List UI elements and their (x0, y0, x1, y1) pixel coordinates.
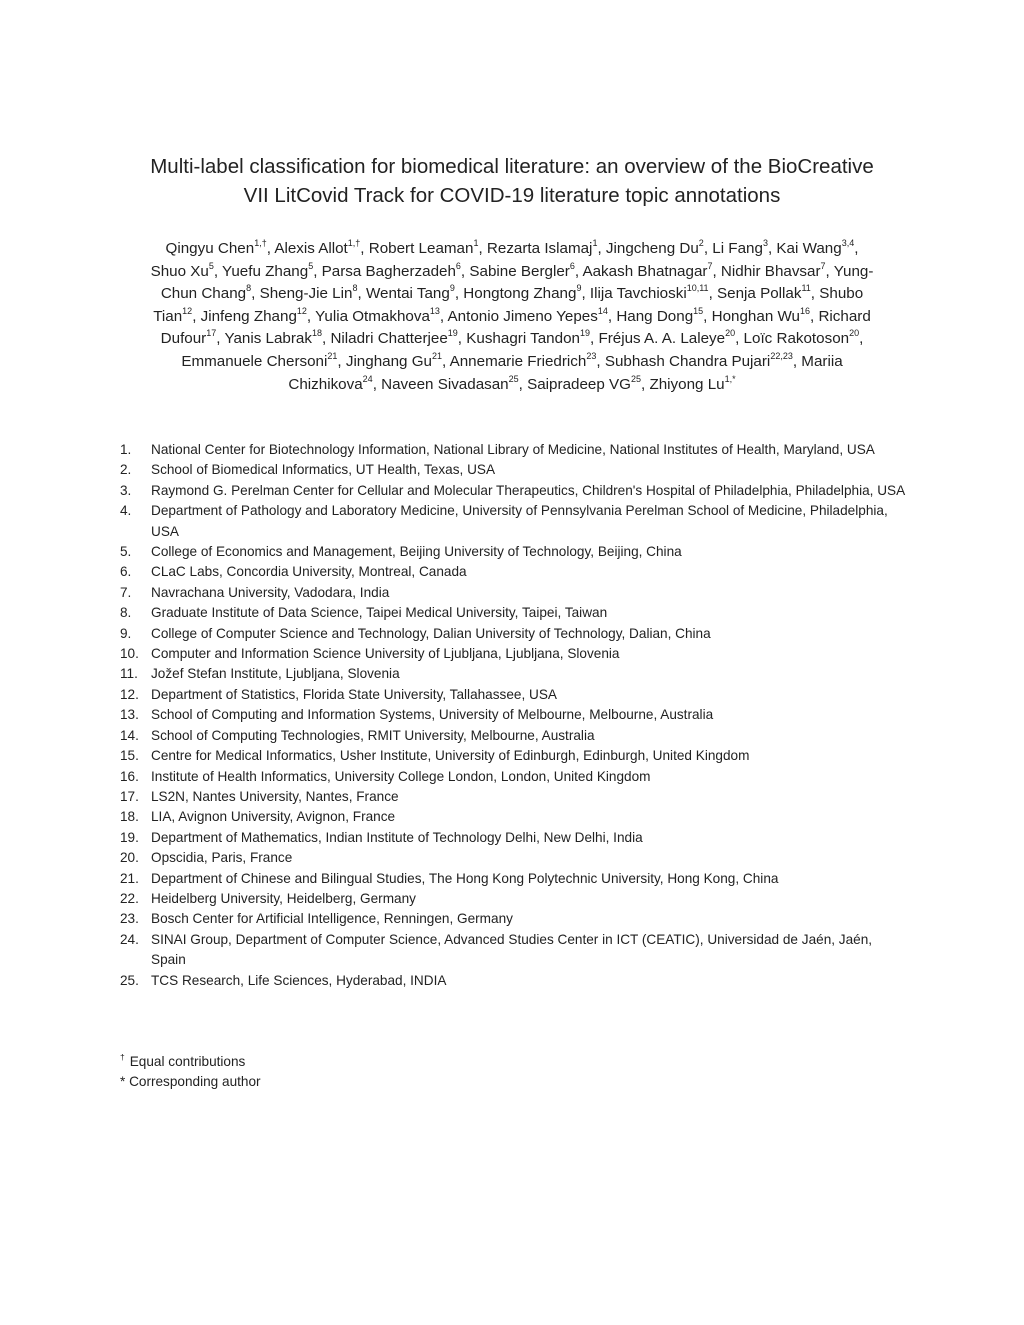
author-affiliation-marker: 11 (801, 283, 811, 294)
author-affiliation-marker: 2 (698, 237, 704, 248)
author-name: Parsa Bagherzadeh (321, 262, 456, 280)
author-separator: , (703, 307, 712, 325)
author-separator: , (574, 262, 583, 280)
affiliation-text: Opscidia, Paris, France (151, 850, 293, 866)
author-separator: , (266, 240, 275, 257)
author-name: Subhash Chandra Pujari (604, 352, 771, 370)
author-affiliation-marker: 25 (508, 373, 519, 384)
author-affiliation-marker: 8 (246, 283, 252, 294)
author-affiliation-marker: 3 (762, 237, 768, 248)
author-name: Qingyu Chen (165, 240, 255, 257)
affiliation-text: National Center for Biotechnology Information, National Library of Medicine, National Institutes of Health, Maryland, USA (151, 442, 875, 457)
author-name: Chizhikova (288, 375, 363, 393)
author-name: Jinfeng Zhang (200, 307, 297, 325)
author-affiliation-marker: 18 (311, 328, 322, 339)
affiliation-text: Department of Pathology and Laboratory Medicine, University of Pennsylvania Perelman School of Medicine, Philadelphia, USA (151, 503, 888, 539)
paper-title (100, 152, 924, 210)
author-affiliation-marker: 19 (447, 328, 458, 339)
author-separator: , (478, 240, 487, 257)
affiliation-item (120, 440, 910, 460)
affiliation-number: 24. (120, 931, 139, 947)
author-separator: , (767, 240, 777, 257)
affiliation-text: Jožef Stefan Institute, Ljubljana, Slovenia (151, 666, 400, 682)
affiliation-item (120, 787, 910, 807)
author-separator: , (518, 375, 528, 393)
affiliation-number: 20. (120, 850, 139, 866)
author-name: Zhiyong Lu (649, 375, 725, 393)
author-separator: , (251, 285, 260, 303)
author-name: Kushagri Tandon (466, 330, 580, 348)
author-line (112, 238, 912, 261)
author-list (112, 238, 912, 396)
affiliation-item (120, 909, 910, 929)
author-line (112, 283, 912, 306)
affiliation-number: 3. (120, 482, 132, 498)
affiliation-item (120, 726, 910, 746)
author-separator: , (454, 285, 464, 303)
corresponding-author-note: * Corresponding author (120, 1074, 261, 1090)
affiliation-number: 14. (120, 727, 139, 743)
author-name: Yanis Labrak (224, 330, 312, 348)
affiliation-text: Navrachana University, Vadodara, India (151, 584, 390, 600)
author-separator: , (372, 375, 382, 393)
affiliation-item (120, 930, 910, 971)
author-name: Yulia Otmakhova (315, 307, 430, 325)
author-name: Honghan Wu (711, 307, 800, 325)
author-affiliation-marker: 7 (820, 260, 826, 271)
affiliation-item (120, 583, 910, 603)
author-name: Yung- (833, 262, 874, 280)
author-affiliation-marker: 9 (449, 283, 455, 294)
author-affiliation-marker: 19 (579, 328, 590, 339)
author-name: Robert Leaman (368, 240, 474, 257)
affiliation-number: 13. (120, 707, 139, 723)
affiliation-item (120, 664, 910, 684)
author-name: Annemarie Friedrich (449, 352, 587, 370)
affiliation-item (120, 767, 910, 787)
affiliation-number: 21. (120, 870, 139, 886)
affiliation-item (120, 460, 910, 480)
author-name: Richard (818, 307, 871, 325)
author-affiliation-marker: 8 (352, 283, 358, 294)
author-separator: , (810, 307, 819, 325)
affiliation-item (120, 746, 910, 766)
author-separator: , (825, 262, 834, 280)
author-separator: , (306, 307, 316, 325)
affiliation-text: Institute of Health Informatics, University College London, London, United Kingdom (151, 768, 651, 784)
author-line (112, 306, 912, 329)
author-name: Rezarta Islamaj (486, 240, 593, 257)
author-name: Shuo Xu (150, 262, 209, 280)
author-separator: , (597, 240, 606, 257)
author-separator: , (640, 375, 650, 393)
affiliation-item (120, 624, 910, 644)
affiliation-text: Raymond G. Perelman Center for Cellular and Molecular Therapeutics, Children's Hospital of Philadelphia, Philadelphia, USA (151, 482, 906, 498)
author-separator: , (460, 262, 470, 280)
author-affiliation-marker: 21 (431, 350, 442, 361)
author-name: Hang Dong (616, 307, 694, 325)
affiliation-item (120, 889, 910, 909)
affiliation-number: 4. (120, 503, 132, 519)
author-separator: , (712, 262, 721, 280)
author-affiliation-marker: 5 (308, 260, 314, 271)
dagger-symbol: † (120, 1052, 125, 1063)
author-separator: , (596, 352, 605, 370)
affiliation-number: 9. (120, 625, 132, 641)
author-affiliation-marker: 23 (586, 350, 597, 361)
author-affiliation-marker: 17 (206, 328, 217, 339)
author-line (112, 374, 912, 397)
affiliation-text: Centre for Medical Informatics, Usher Institute, University of Edinburgh, Edinburgh, United Kingdom (151, 748, 750, 764)
affiliation-item (120, 705, 910, 725)
author-affiliation-marker: 25 (630, 373, 641, 384)
affiliation-number: 19. (120, 829, 139, 845)
author-name: Senja Pollak (717, 285, 802, 303)
equal-contribution-note (120, 1052, 261, 1072)
author-name: Dufour (160, 330, 207, 348)
author-separator: , (589, 330, 599, 348)
affiliation-number: 12. (120, 686, 139, 702)
author-name: Alexis Allot (274, 240, 348, 257)
author-affiliation-marker: 13 (429, 305, 440, 316)
author-name: Jingcheng Du (605, 240, 699, 257)
author-separator: , (337, 352, 346, 370)
author-affiliation-marker: 24 (362, 373, 373, 384)
author-affiliation-marker: 3,4 (841, 237, 855, 248)
author-name: Ilija Tavchioski (589, 285, 687, 303)
paper-title-line-2: VII LitCovid Track for COVID-19 literature topic annotations (243, 184, 781, 207)
affiliation-text: CLaC Labs, Concordia University, Montreal, Canada (151, 564, 467, 580)
affiliation-text: LIA, Avignon University, Avignon, France (151, 809, 396, 825)
author-affiliation-marker: 1,† (347, 237, 361, 248)
author-separator: , (607, 307, 617, 325)
affiliation-text: School of Biomedical Informatics, UT Health, Texas, USA (151, 462, 496, 478)
affiliation-text: Department of Mathematics, Indian Institute of Technology Delhi, New Delhi, India (151, 829, 643, 845)
affiliation-number: 15. (120, 748, 139, 764)
author-name: Jinghang Gu (345, 352, 432, 370)
affiliation-text: School of Computing and Information Systems, University of Melbourne, Melbourne, Australia (151, 707, 714, 723)
author-name: Wentai Tang (365, 285, 450, 303)
author-affiliation-marker: 5 (208, 260, 214, 271)
affiliation-number: 22. (120, 890, 139, 906)
affiliation-text: TCS Research, Life Sciences, Hyderabad, INDIA (151, 972, 447, 988)
author-separator: , (792, 352, 802, 370)
affiliation-text: LS2N, Nantes University, Nantes, France (151, 788, 399, 804)
affiliation-number: 5. (120, 544, 132, 560)
affiliation-number: 16. (120, 768, 139, 784)
author-affiliation-marker: 1,* (724, 373, 736, 384)
author-separator: , (442, 352, 450, 370)
author-separator: , (859, 330, 864, 348)
affiliation-item (120, 501, 910, 542)
author-line (112, 328, 912, 351)
author-name: Nidhir Bhavsar (720, 262, 821, 280)
author-separator: , (313, 262, 322, 280)
author-name: Sheng-Jie Lin (259, 285, 353, 303)
affiliation-text: College of Economics and Management, Beijing University of Technology, Beijing, China (151, 544, 682, 560)
author-name: Li Fang (712, 240, 763, 257)
author-separator: , (581, 285, 590, 303)
affiliation-number: 18. (120, 809, 139, 825)
author-affiliation-marker: 12 (182, 305, 193, 316)
affiliation-item (120, 807, 910, 827)
footnotes (120, 1052, 261, 1093)
author-name: Tian (153, 307, 183, 325)
equal-contribution-text: Equal contributions (129, 1054, 246, 1069)
author-affiliation-marker: 1,† (254, 237, 267, 248)
author-name: Mariia (801, 352, 843, 370)
author-separator: , (854, 240, 859, 257)
author-name: Kai Wang (776, 240, 842, 257)
author-name: Antonio Jimeno Yepes (447, 307, 598, 325)
author-name: Shubo (819, 285, 864, 303)
author-affiliation-marker: 10,11 (686, 283, 709, 294)
author-name: Saipradeep VG (527, 375, 631, 393)
author-affiliation-marker: 1 (592, 237, 598, 248)
author-separator: , (321, 330, 331, 348)
affiliation-number: 6. (120, 564, 132, 580)
author-separator: , (439, 307, 448, 325)
affiliation-number: 7. (120, 584, 132, 600)
author-name: Niladri Chatterjee (330, 330, 448, 348)
author-name: Naveen Sivadasan (381, 375, 509, 393)
author-affiliation-marker: 22,23 (770, 350, 793, 361)
affiliation-text: Graduate Institute of Data Science, Taipei Medical University, Taipei, Taiwan (151, 605, 608, 621)
author-affiliation-marker: 14 (597, 305, 608, 316)
author-separator: , (457, 330, 467, 348)
author-name: Loïc Rakotoson (743, 330, 850, 348)
author-affiliation-marker: 6 (455, 260, 461, 271)
author-separator: , (708, 285, 718, 303)
author-line (112, 351, 912, 374)
author-name: Aakash Bhatnagar (582, 262, 708, 280)
author-name: Emmanuele Chersoni (181, 352, 328, 370)
author-affiliation-marker: 6 (569, 260, 575, 271)
author-line (112, 261, 912, 284)
affiliation-number: 17. (120, 788, 139, 804)
author-name: Hongtong Zhang (463, 285, 577, 303)
affiliation-item (120, 848, 910, 868)
author-name: Chun Chang (160, 285, 247, 303)
author-affiliation-marker: 20 (725, 328, 736, 339)
author-affiliation-marker: 20 (849, 328, 860, 339)
author-affiliation-marker: 21 (327, 350, 338, 361)
affiliation-list (120, 440, 910, 991)
affiliation-item (120, 644, 910, 664)
author-affiliation-marker: 12 (296, 305, 307, 316)
affiliation-item (120, 481, 910, 501)
affiliation-item (120, 828, 910, 848)
affiliation-text: School of Computing Technologies, RMIT University, Melbourne, Australia (151, 727, 595, 743)
affiliation-text: SINAI Group, Department of Computer Science, Advanced Studies Center in ICT (CEATIC), Universidad de Jaén, Jaén, Spain (151, 931, 873, 968)
author-affiliation-marker: 16 (800, 305, 811, 316)
author-affiliation-marker: 7 (707, 260, 713, 271)
affiliation-item (120, 869, 910, 889)
author-separator: , (192, 307, 201, 325)
author-separator: , (357, 285, 366, 303)
author-separator: , (703, 240, 713, 257)
author-name: Sabine Bergler (469, 262, 570, 280)
author-separator: , (360, 240, 369, 257)
author-separator: , (810, 285, 820, 303)
affiliation-text: Heidelberg University, Heidelberg, Germany (151, 890, 416, 906)
author-affiliation-marker: 1 (473, 237, 479, 248)
paper-title-line-1: Multi-label classification for biomedical literature: an overview of the BioCreative (150, 155, 874, 178)
affiliation-text: Department of Statistics, Florida State University, Tallahassee, USA (151, 686, 557, 702)
affiliation-item (120, 542, 910, 562)
author-separator: , (735, 330, 744, 348)
affiliation-item (120, 562, 910, 582)
author-affiliation-marker: 15 (693, 305, 704, 316)
author-name: Yuefu Zhang (222, 262, 309, 280)
author-separator: , (216, 330, 225, 348)
affiliation-number: 11. (120, 666, 138, 682)
affiliation-number: 23. (120, 911, 139, 927)
affiliation-item (120, 971, 910, 991)
affiliation-number: 25. (120, 972, 139, 988)
author-name: Fréjus A. A. Laleye (598, 330, 726, 348)
affiliation-number: 1. (120, 442, 132, 457)
affiliation-item (120, 603, 910, 623)
author-separator: , (213, 262, 223, 280)
affiliation-text: Department of Chinese and Bilingual Studies, The Hong Kong Polytechnic University, Hong Kong, China (151, 870, 779, 886)
affiliation-number: 10. (120, 646, 139, 662)
affiliation-text: Computer and Information Science University of Ljubljana, Ljubljana, Slovenia (151, 646, 620, 662)
affiliation-text: Bosch Center for Artificial Intelligence, Renningen, Germany (151, 911, 513, 927)
affiliation-number: 2. (120, 462, 132, 478)
author-affiliation-marker: 9 (576, 283, 582, 294)
affiliation-number: 8. (120, 605, 132, 621)
affiliation-item (120, 685, 910, 705)
affiliation-text: College of Computer Science and Technology, Dalian University of Technology, Dalian, China (151, 625, 711, 641)
